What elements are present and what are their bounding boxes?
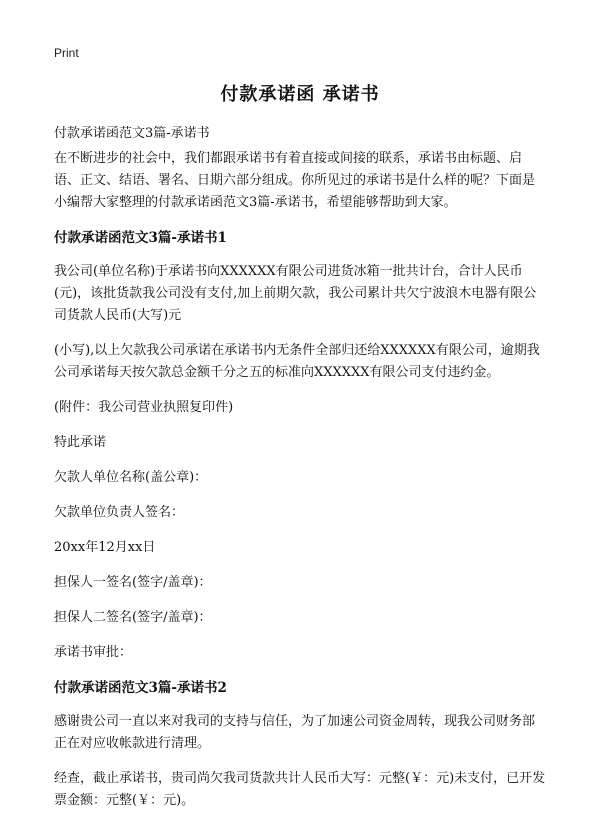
section1-paragraph-1: 我公司(单位名称)于承诺书向XXXXXX有限公司进货冰箱一批共计台，合计人民币(元)，该批货款我公司没有支付,加上前期欠款，我公司累计共欠宁波浪木电器有限公司货款人民币(大写)元 — [54, 264, 537, 323]
attachment-note: (附件：我公司营业执照复印件) — [54, 400, 234, 415]
intro-paragraph: 在不断进步的社会中，我们都跟承诺书有着直接或间接的联系，承诺书由标题、启语、正文、结语、署名、日期六部分组成。你所见过的承诺书是什么样的呢？下面是小编帮大家整理的付款承诺函范文3篇-承诺书，希望能够帮助到大家。 — [54, 151, 536, 210]
debtor-unit-line: 欠款人单位名称(盖公章)： — [54, 470, 208, 485]
guarantor-2-line: 担保人二签名(签字/盖章)： — [54, 610, 212, 625]
approval-line: 承诺书审批： — [54, 645, 133, 660]
section2-paragraph-1: 感谢贵公司一直以来对我司的支持与信任，为了加速公司资金周转，现我公司财务部正在对应收帐款进行清理。 — [54, 714, 536, 751]
special-commitment: 特此承诺 — [54, 435, 107, 450]
section1-heading: 付款承诺函范文3篇-承诺书1 — [54, 230, 227, 246]
document-body — [54, 148, 546, 825]
print-link[interactable]: Print — [54, 46, 79, 60]
guarantor-1-line: 担保人一签名(签字/盖章)： — [54, 575, 212, 590]
debtor-signer-line: 欠款单位负责人签名： — [54, 505, 185, 520]
section1-paragraph-2: (小写),以上欠款我公司承诺在承诺书内无条件全部归还给XXXXXX有限公司，逾期我公司承诺每天按欠款总金额千分之五的标准向XXXXXX有限公司支付违约金。 — [54, 343, 540, 380]
page-title: 付款承诺函 承诺书 — [220, 84, 380, 105]
date-line: 20xx年12月xx日 — [54, 540, 156, 555]
section2-paragraph-2: 经查，截止承诺书，贵司尚欠我司货款共计人民币大写：元整(￥：元)未支付，已开发票金额：元整(￥：元)。 — [54, 771, 546, 808]
section2-heading: 付款承诺函范文3篇-承诺书2 — [54, 680, 227, 696]
document-subtitle: 付款承诺函范文3篇-承诺书 — [54, 126, 210, 141]
